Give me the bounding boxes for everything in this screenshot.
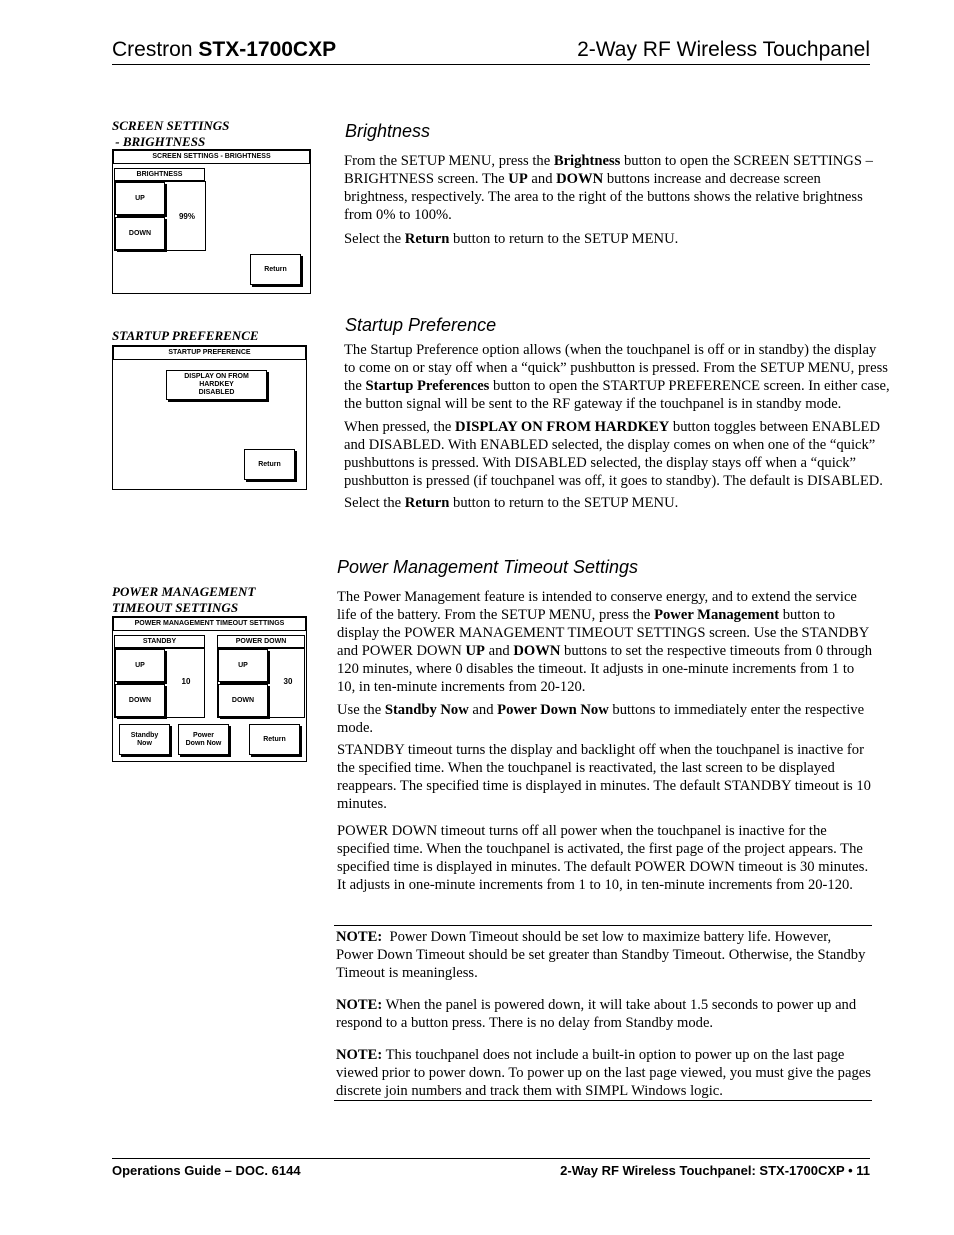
power-heading: Power Management Timeout Settings [337, 557, 638, 577]
powerdown-down-button[interactable]: DOWN [218, 684, 268, 717]
brightness-caption-line2: - BRIGHTNESS [112, 134, 206, 149]
header-title: 2-Way RF Wireless Touchpanel [577, 38, 870, 61]
page-number: 11 [856, 1163, 870, 1178]
standby-now-line1: Standby [130, 731, 159, 739]
power-down-now-button[interactable] [178, 724, 229, 755]
brightness-down-button[interactable]: DOWN [115, 217, 165, 250]
standby-up-button[interactable]: UP [115, 649, 165, 682]
power-screen-title: POWER MANAGEMENT TIMEOUT SETTINGS [113, 617, 306, 631]
footer-product: 2-Way RF Wireless Touchpanel: STX-1700CXP [560, 1163, 845, 1178]
startup-return-button[interactable]: Return [244, 449, 295, 480]
power-paragraph-1: The Power Management feature is intended to conserve energy, and to extend the service life of the battery. From the SETUP MENU, press the Power Management button to display the POWER MANAGEMENT TIMEOUT SETTINGS screen. Use the STANDBY and POWER DOWN UP and DOWN buttons to set the respective timeouts from 0 through 120 minutes, where 0 disables the timeout. It adjusts in one-minute increments from 1 to 10, in ten-minute increments from 20-120. [337, 589, 873, 695]
brightness-return-button[interactable]: Return [250, 254, 301, 285]
brightness-caption [112, 118, 312, 150]
brightness-screen-title: SCREEN SETTINGS - BRIGHTNESS [113, 150, 310, 164]
note-1: NOTE: Power Down Timeout should be set low to maximize battery life. However, Power Down Timeout should be set greater than Standby Timeout. Otherwise, the Standby Timeout is meaningless. [336, 929, 869, 981]
brightness-heading: Brightness [345, 121, 431, 141]
power-down-now-line2: Down Now [185, 739, 222, 747]
brightness-up-button[interactable]: UP [115, 182, 165, 215]
power-paragraph-2: Use the Standby Now and Power Down Now buttons to immediately enter the respective mode. [337, 702, 865, 736]
brightness-paragraph-2: Select the Return button to return to the SETUP MENU. [344, 231, 679, 247]
startup-screen-title: STARTUP PREFERENCE [113, 346, 306, 360]
power-paragraph-4: POWER DOWN timeout turns off all power when the touchpanel is inactive for the specified time. When the touchpanel is activated, the first page of the project appears. The specified time is displayed in minutes. The default POWER DOWN timeout is 30 minutes. It adjusts in one-minute increments from 1 to 10, in ten-minute increments from 20-120. [337, 823, 869, 893]
brightness-caption-line1: SCREEN SETTINGS [112, 118, 230, 133]
startup-caption: STARTUP PREFERENCE [112, 328, 259, 343]
standby-value: 10 [181, 677, 191, 686]
startup-heading: Startup Preference [345, 315, 497, 335]
footer-bullet: • [848, 1163, 853, 1178]
startup-body [344, 341, 891, 512]
brightness-value: 99% [178, 212, 195, 221]
notes-top-rule [334, 925, 872, 926]
page-header [112, 38, 870, 65]
brightness-label: BRIGHTNESS [114, 168, 205, 181]
power-body [337, 588, 873, 894]
page-footer [112, 1158, 870, 1183]
powerdown-value: 30 [283, 677, 293, 686]
footer-page-info [560, 1163, 870, 1178]
power-down-now-line1: Power [192, 731, 214, 739]
power-paragraph-3: STANDBY timeout turns the display and backlight off when the touchpanel is inactive for the specified time. When the touchpanel is reactivated, the last screen to be displayed reappears. The specified time is displayed in minutes. The default STANDBY timeout is 10 minutes. [337, 742, 871, 812]
power-screen [112, 616, 307, 762]
standby-now-line2: Now [137, 739, 152, 747]
brightness-body [344, 152, 888, 248]
display-on-button-line2: DISABLED [198, 389, 235, 396]
header-brand: Crestron [112, 38, 193, 61]
header-model: STX-1700CXP [198, 38, 337, 61]
note-2: NOTE: When the panel is powered down, it will take about 1.5 seconds to power up and respond to a button press. There is no delay from Standby mode. [336, 997, 860, 1031]
brightness-paragraph-1: From the SETUP MENU, press the Brightness button to open the SCREEN SETTINGS – BRIGHTNESS screen. The UP and DOWN buttons increase and decrease screen brightness, respectively. The area to the right of the buttons shows the relative brightness from 0% to 100%. [344, 153, 873, 223]
brightness-screen [112, 149, 311, 294]
power-caption [112, 584, 312, 616]
startup-paragraph-3: Select the Return button to return to the SETUP MENU. [344, 495, 679, 511]
note-3: NOTE: This touchpanel does not include a built-in option to power up on the last page viewed prior to power down. To power up on the last page viewed, you must give the pages discrete join numbers and track them with SIMPL Windows logic. [336, 1047, 875, 1099]
standby-now-button[interactable] [119, 724, 170, 755]
notes-bottom-rule [334, 1100, 872, 1101]
powerdown-label: POWER DOWN [217, 635, 305, 648]
power-caption-line2: TIMEOUT SETTINGS [112, 600, 239, 615]
display-on-button-line1: DISPLAY ON FROM HARDKEY [184, 373, 249, 388]
powerdown-up-button[interactable]: UP [218, 649, 268, 682]
footer-doc: Operations Guide – DOC. 6144 [112, 1163, 301, 1178]
display-on-from-hardkey-button[interactable] [166, 370, 267, 400]
power-caption-line1: POWER MANAGEMENT [112, 584, 256, 599]
header-product [112, 38, 336, 62]
notes-block [336, 928, 875, 1100]
standby-label: STANDBY [114, 635, 205, 648]
startup-paragraph-2: When pressed, the DISPLAY ON FROM HARDKEY button toggles between ENABLED and DISABLED. With ENABLED selected, the display comes on when one of the “quick” pushbuttons is pressed. With DISABLED selected, the display stays off when a “quick” pushbutton is pressed (if touchpanel was off, it goes to standby). The default is DISABLED. [344, 419, 883, 489]
startup-screen [112, 345, 307, 490]
standby-down-button[interactable]: DOWN [115, 684, 165, 717]
startup-paragraph-1: The Startup Preference option allows (when the touchpanel is off or in standby) the display to come on or stay off when a “quick” pushbutton is pressed. From the SETUP MENU, press the Startup Preferences button to open the STARTUP PREFERENCE screen. In either case, the button signal will be sent to the RF gateway if the touchpanel is in standby mode. [344, 342, 890, 412]
power-return-button[interactable]: Return [249, 724, 300, 755]
